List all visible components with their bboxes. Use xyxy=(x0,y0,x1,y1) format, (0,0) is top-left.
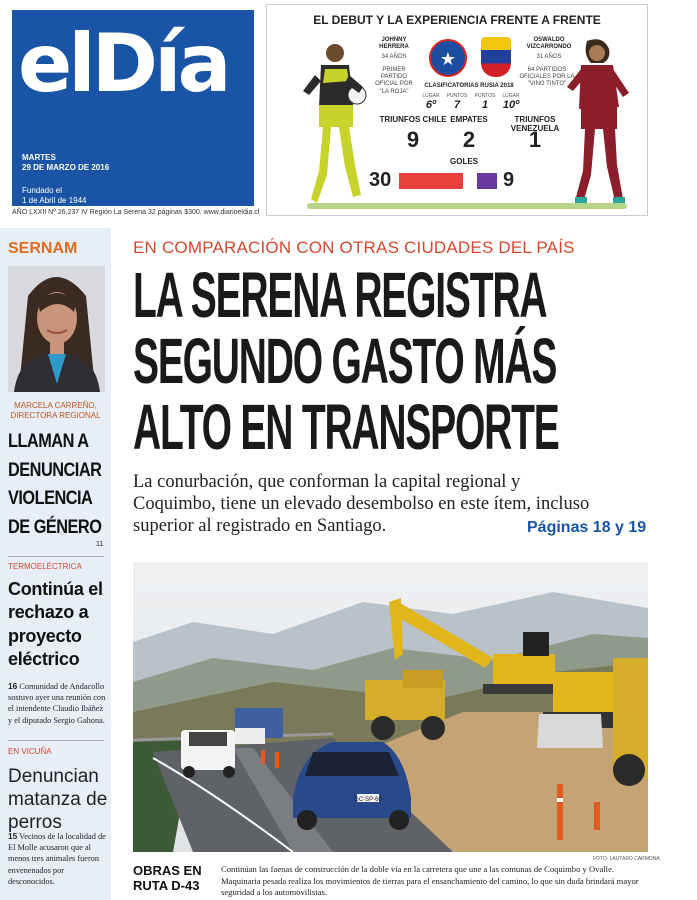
issue-date: MARTES 29 DE MARZO DE 2016 xyxy=(22,153,110,172)
ven-lugar: 10º xyxy=(502,99,520,111)
right-player-name: OSWALDO VIZCARRONDO xyxy=(526,37,572,51)
chile-lugar-label: LUGAR xyxy=(422,93,440,99)
right-player-age: 31 AÑOS xyxy=(536,54,562,60)
left-player-age: 34 AÑOS xyxy=(381,54,407,60)
logo[interactable]: elDía xyxy=(18,17,228,110)
kicker-termoelectrica: TERMOELÉCTRICA xyxy=(8,562,82,571)
match-infographic[interactable] xyxy=(266,4,648,216)
left-player-name: JOHNNY HERRERA xyxy=(379,37,409,51)
divider xyxy=(8,740,104,741)
headline-perros[interactable]: Denuncian matanza de perros xyxy=(8,766,108,833)
player-herrera-figure xyxy=(299,35,379,211)
qualifiers-label: CLASIFICATORIAS RUSIA 2018 xyxy=(424,83,514,89)
caption-title: OBRAS EN RUTA D-43 xyxy=(133,863,202,893)
issue-info: AÑO LXXII Nº 26.237 IV Región La Serena 32 páginas $300. www.diarioeldia.cl xyxy=(12,209,260,216)
portrait-caption: MARCELA CARREÑO, DIRECTORA REGIONAL xyxy=(10,401,101,421)
body-andacollo: 16 Comunidad de Andacollo sostuvo ayer una reunión con el intendente Claudio Ibáñez y el diputado Sergio Gahona. xyxy=(8,681,106,725)
venezuela-crest-icon xyxy=(481,37,511,77)
kicker-vicuna: EN VICUÑA xyxy=(8,747,52,756)
sidebar-section-label: SERNAM xyxy=(8,240,78,257)
empates: 2 xyxy=(462,127,476,152)
founded-note: Fundado el 1 de Abril de 1944 xyxy=(22,186,87,205)
right-player-note: 64 PARTIDOS OFICIALES POR LA "VINO TINTO" xyxy=(519,67,575,88)
goles-label: GOLES xyxy=(450,157,479,166)
main-deck: La conurbación, que conforman la capital regional y Coquimbo, tiene un elevado desembolso en este ítem, incluso superior al registrado en Santiago. xyxy=(133,472,590,536)
triunfos-venezuela-label: TRIUNFOS VENEZUELA xyxy=(510,115,560,133)
body-el-molle: 15 Vecinos de la localidad de El Molle acusaron que al menos tres animales fueron envenenados por desconocidos. xyxy=(8,831,106,886)
triunfos-chile: 9 xyxy=(406,127,420,152)
chile-lugar: 6º xyxy=(425,99,437,111)
photo-credit: FOTO: LAUTARO CARMONA xyxy=(593,856,660,862)
headline-rechazo[interactable]: Continúa el rechazo a proyecto eléctrico xyxy=(8,579,103,670)
pitch-strip xyxy=(307,203,627,209)
masthead xyxy=(12,10,254,206)
match-title: EL DEBUT Y LA EXPERIENCIA FRENTE A FRENTE xyxy=(313,13,601,27)
license-plate: GC·SP·60 xyxy=(354,797,382,803)
empates-label: EMPATES xyxy=(450,115,488,124)
main-page-ref[interactable]: Páginas 18 y 19 xyxy=(527,519,647,536)
goles-venezuela-bar xyxy=(477,173,497,189)
sidebar-headline-violencia[interactable]: LLAMAN A DENUNCIAR VIOLENCIA DE GÉNERO xyxy=(8,431,102,538)
sidebar-page-ref: 11 xyxy=(96,541,104,548)
chile-puntos-label: PUNTOS xyxy=(446,93,468,99)
sidebar xyxy=(0,228,111,900)
goles-venezuela: 9 xyxy=(503,169,515,191)
ven-lugar-label: LUGAR xyxy=(502,93,520,99)
ven-puntos-label: PUNTOS xyxy=(474,93,496,99)
caption-body: Continúan las faenas de construcción de la doble vía en la carretera que une a las comunas de Coquimbo y Ovalle. Maquinaria pesada realiza los movimientos de tierras para el ensanchamiento del camino, lo que sin duda brindará mayor seguridad a los automovilistas. xyxy=(221,864,639,898)
ven-puntos: 1 xyxy=(481,99,489,111)
chile-crest-icon: ★ xyxy=(429,39,467,77)
divider xyxy=(8,556,104,557)
main-headline[interactable]: LA SERENA REGISTRA SEGUNDO GASTO MÁS ALTO EN TRANSPORTE xyxy=(133,259,559,463)
chile-puntos: 7 xyxy=(453,99,461,111)
main-kicker: EN COMPARACIÓN CON OTRAS CIUDADES DEL PAÍS xyxy=(133,238,575,257)
left-player-note: PRIMER PARTIDO OFICIAL POR "LA ROJA" xyxy=(375,67,413,95)
road-works-photo[interactable] xyxy=(133,562,648,852)
portrait-photo[interactable] xyxy=(8,266,105,392)
triunfos-chile-label: TRIUNFOS CHILE xyxy=(379,115,447,124)
goles-chile: 30 xyxy=(369,169,392,191)
triunfos-venezuela: 1 xyxy=(528,127,542,152)
goles-chile-bar xyxy=(399,173,463,189)
